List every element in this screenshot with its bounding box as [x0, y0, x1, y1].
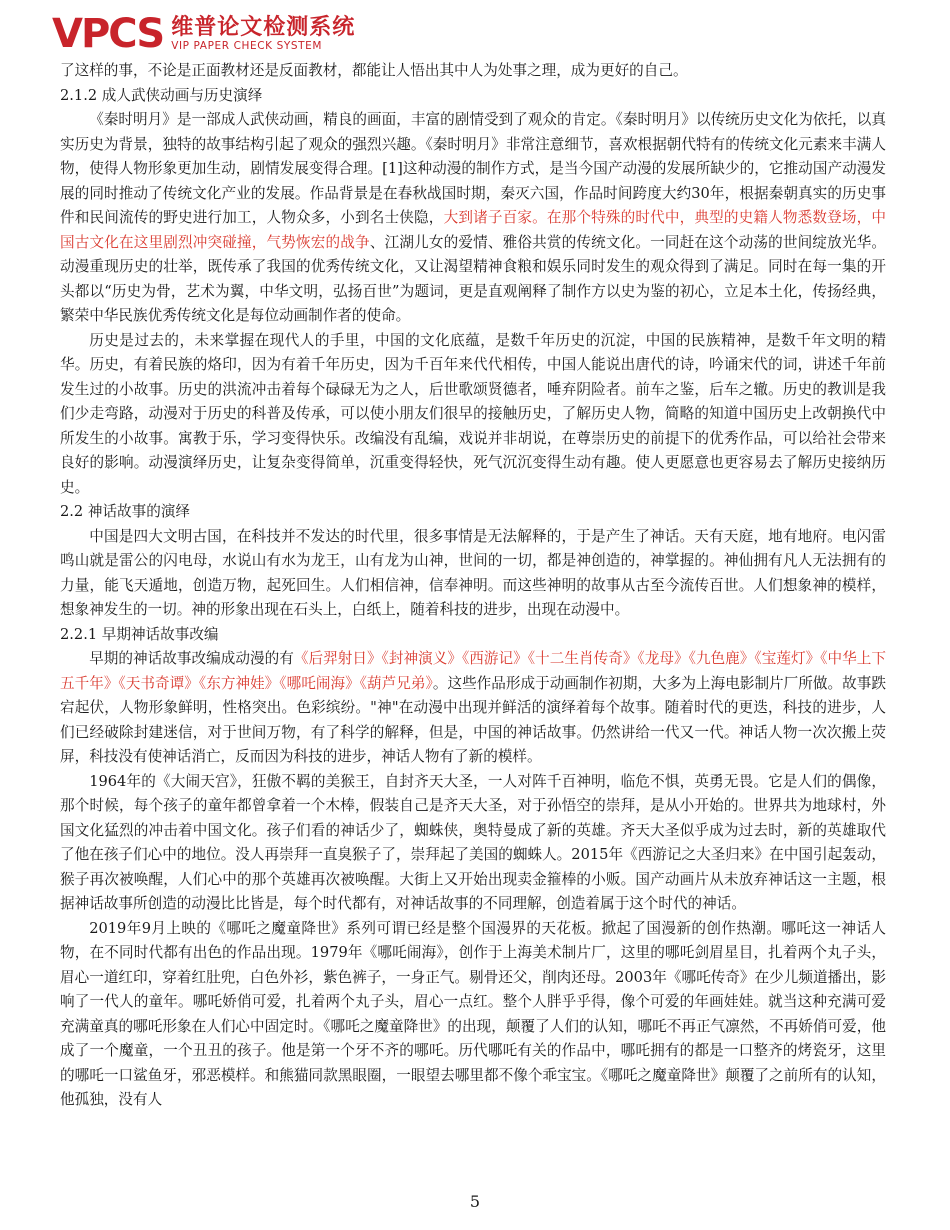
paragraph-continued: 了这样的事，不论是正面教材还是反面教材，都能让人悟出其中人为处事之理，成为更好的自己。	[60, 62, 688, 79]
paragraph-qinshimingyue	[60, 108, 886, 329]
section-heading-2-2-1: 2.2.1 早期神话故事改编	[60, 625, 219, 643]
brand-block	[171, 16, 355, 52]
text-run: 、江湖儿女的爱情、雅俗共赏的传统文化。一同赶在这个动荡的世间绽放光华。动漫重现历史的壮举，既传承了我国的优秀传统文化，又让渴望精神食粮和娱乐同时发生的观众得到了满足。同时在每一集的开头都以“历史为骨，艺术为翼，中华文明，弘扬百世”为题词，更是直观阐释了制作方以史为鉴的初心，立足本土化，传扬经典，繁荣中华民族优秀传统文化是每位动画制作者的使命。	[60, 233, 886, 324]
text-run: 。这些作品形成于动画制作初期，大多为上海电影制片厂所做。故事跌宕起伏，人物形象鲜明，性格突出。色彩缤纷。"神"在动漫中出现并鲜活的演绎着每个故事。随着时代的更迭，科技的进步，人们已经破除封建迷信，对于世间万物，有了科学的解释，但是，中国的神话故事。仍然讲给一代又一代。神话人物一次次搬上荧屏，科技没有使神话消亡，反而因为科技的进步，神话人物有了新的模样。	[60, 674, 886, 765]
logo-text: VPCS	[52, 11, 164, 57]
brand-subtitle: VIP PAPER CHECK SYSTEM	[171, 40, 323, 52]
highlighted-text: 《后羿射日》《封神演义》《西游记》《十二生肖传奇》《龙母》《九色鹿》《宝莲灯》《中华上下五千年》《天书奇谭》《东方神娃》《哪吒闹海》《葫芦兄弟》	[60, 650, 886, 692]
highlighted-text: 大到诸子百家。在那个特殊的时代中，典型的史籍人物悉数登场，中国古文化在这里剧烈冲突碰撞，气势恢宏的战争	[60, 209, 886, 251]
page-number: 5	[469, 1192, 481, 1211]
vpcs-logo	[52, 11, 164, 57]
document-body	[60, 59, 886, 1113]
paragraph-early-adaptations	[60, 647, 886, 770]
paragraph-history: 历史是过去的，未来掌握在现代人的手里，中国的文化底蕴，是数千年历史的沉淀，中国的民族精神，是数千年文明的精华。历史，有着民族的烙印，因为有着千年历史，因为千百年来代代相传，中国人能说出唐代的诗，吟诵宋代的词，讲述千年前发生过的小故事。历史的洪流冲击着每个碌碌无为之人，后世歌颂贤德者，唾弃阴险者。前车之鉴，后车之辙。历史的教训是我们少走弯路，动漫对于历史的科普及传承，可以使小朋友们很早的接触历史，了解历史人物，简略的知道中国历史上改朝换代中所发生的小故事。寓教于乐，学习变得快乐。改编没有乱编，戏说并非胡说，在尊崇历史的前提下的优秀作品，可以给社会带来良好的影响。动漫演绎历史，让复杂变得简单，沉重变得轻快，死气沉沉变得生动有趣。使人更愿意也更容易去了解历史接纳历史。	[60, 331, 886, 496]
page-header	[52, 10, 355, 58]
text-run: 早期的神话故事改编成动漫的有	[89, 650, 294, 667]
brand-title: 维普论文检测系统	[171, 15, 356, 40]
paragraph-monkey-king: 1964年的《大闹天宫》，狂傲不羁的美猴王，自封齐天大圣，一人对阵千百神明，临危不惧，英勇无畏。它是人们的偶像，那个时候，每个孩子的童年都曾拿着一个木棒，假装自己是齐天大圣，对于孙悟空的崇拜，是从小开始的。世界共为地球村，外国文化猛烈的冲击着中国文化。孩子们看的神话少了，蜘蛛侠，奥特曼成了新的英雄。齐天大圣似乎成为过去时，新的英雄取代了他在孩子们心中的地位。没人再崇拜一直臭猴子了，崇拜起了美国的蜘蛛人。2015年《西游记之大圣归来》在中国引起轰动，猴子再次被唤醒，人们心中的那个英雄再次被唤醒。大街上又开始出现卖金箍棒的小贩。国产动画片从未放弃神话这一主题，根据神话故事所创造的动漫比比皆是，每个时代都有，对神话故事的不同理解，创造着属于这个时代的神话。	[60, 772, 886, 912]
paragraph-myth-intro: 中国是四大文明古国，在科技并不发达的时代里，很多事情是无法解释的，于是产生了神话。天有天庭，地有地府。电闪雷鸣山就是雷公的闪电母，水说山有水为龙王，山有龙为山神，世间的一切，都是神创造的，神掌握的。神仙拥有凡人无法拥有的力量，能飞天遁地，创造万物，起死回生。人们相信神，信奉神明。而这些神明的故事从古至今流传百世。人们想象神的模样，想象神发生的一切。神的形象出现在石头上，白纸上，随着科技的进步，出现在动漫中。	[60, 527, 886, 618]
paragraph-nezha: 2019年9月上映的《哪吒之魔童降世》系列可谓已经是整个国漫界的天花板。掀起了国漫新的创作热潮。哪吒这一神话人物，在不同时代都有出色的作品出现。1979年《哪吒闹海》，创作于上海美术制片厂，这里的哪吒剑眉星目，扎着两个丸子头，眉心一道红印，穿着红肚兜，白色外衫，紫色裤子，一身正气。剔骨还父，削肉还母。2003年《哪吒传奇》在少儿频道播出，影响了一代人的童年。哪吒娇俏可爱，扎着两个丸子头，眉心一点红。整个人胖乎乎得，像个可爱的年画娃娃。就当这种充满可爱充满童真的哪吒形象在人们心中固定时。《哪吒之魔童降世》的出现，颠覆了人们的认知，哪吒不再正气凛然，不再娇俏可爱，他成了一个魔童，一个丑丑的孩子。他是第一个牙不齐的哪吒。历代哪吒有关的作品中，哪吒拥有的都是一口整齐的烤瓷牙，这里的哪吒一口鲨鱼牙，邪恶模样。和熊猫同款黑眼圈，一眼望去哪里都不像个乖宝宝。《哪吒之魔童降世》颠覆了之前所有的认知，他孤独，没有人	[60, 919, 886, 1108]
section-heading-2-2: 2.2 神话故事的演绎	[60, 503, 191, 520]
section-heading-2-1-2: 2.1.2 成人武侠动画与历史演绎	[60, 86, 263, 104]
text-run: 《秦时明月》是一部成人武侠动画，精良的画面，丰富的剧情受到了观众的肯定。《秦时明月》以传统历史文化为依托，以真实历史为背景，独特的故事结构引起了观众的强烈兴趣。《秦时明月》非常注意细节，喜欢根据朝代特有的传统文化元素来丰满人物，使得人物形象更加生动，剧情发展变得合理。[1]这种动漫的制作方式，是当今国产动漫的发展所缺少的，它推动国产动漫发展的同时推动了传统文化产业的发展。作品背景是在春秋战国时期，秦灭六国，作品时间跨度大约30年，根据秦朝真实的历史事件和民间流传的野史进行加工，人物众多，小到名士侠隐，	[60, 111, 886, 226]
